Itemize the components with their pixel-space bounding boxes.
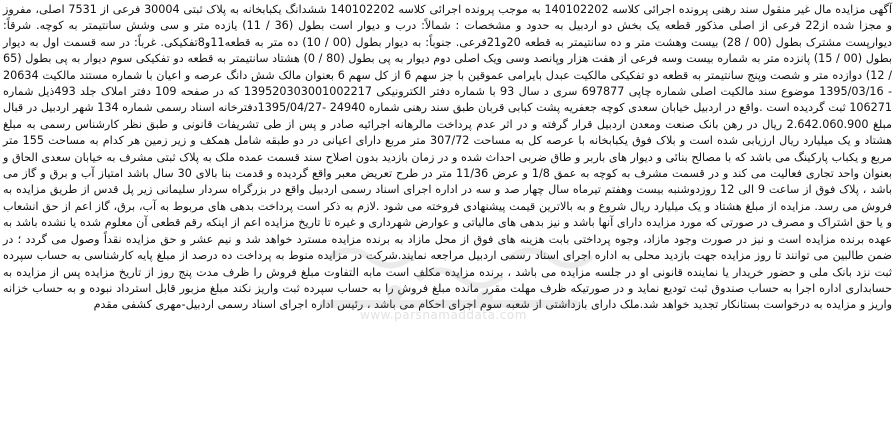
watermark-url: www.parsnamaddata.com	[360, 308, 527, 322]
auction-notice-text: آگهی مزایده مال غیر منقول سند رهنی پرونده اجرائی کلاسه 140102202 به موجب پرونده اجرائی کلاسه 140102202 ششدانگ یکبابخانه به پلاک ثبتی 30004 فرعی از 7531 اصلی، مفروز و مجزا شده از22 فرعی از اصلی مذکور قطعه یک بخش دو اردبیل به حدود و مشخصات : شمالاً: درب و دیوار است بطول (36 / 11) یازده متر و سی وشش سانتیمتر به کوچه. شرقاً: دیوارپست مشترک بطول (00 / 28) بیست وهشت متر و ده سانتیمتر به قطعه 20و21فرعی. جنوباً: به دیوار بطول (00 / 10) ده متر به قطعه11و8تفکیکی. غرباً: در سه قسمت اول به دیوار بطول (00 / 15) پانزده متر به شماره بیست وسه فرعی از هفت هزار وپانصد وسی ویک اصلی دوم دیوار به پی بطول (80 / 0) هشتاد سانتیمتر به قطعه دو تفکیکی سوم دیوار به پی بطول (65 / 12) دوازده متر و شصت وپنج سانتیمتر به قطعه دو تفکیکی مالکیت عبدل بایرامی عموقین با جز سهم 6 از کل سهم 6 بعنوان مالک شش دانگ عرصه و اعیان با شماره مستند مالکیت 20634 - 1395/03/16 موضوع سند مالکیت اصلی شماره چاپی 697877 سری د سال 93 با شماره دفتر الکترونیکی 139520303001002217 که در صفحه 109 دفتر املاک جلد 493ذیل شماره 106271 ثبت گردیده است .واقع در اردبیل خیابان سعدی کوچه جعفریه پشت کبابی قربان طبق سند رهنی شماره 24940 -1395/04/27دفترخانه اسناد رسمی شماره 134 شهر اردبیل در قبال مبلغ 2.642.060.900 ریال در رهن بانک صنعت ومعدن اردبیل قرار گرفته و در اثر عدم پرداخت مالرهانه اجرائیه صادر و پس از طی تشریفات قانونی و طبق نظر کارشناس رسمی به مبلغ هشتاد و یک میلیارد ریال ارزیابی شده است و بلاک فوق یکبابخانه با عرصه کل به مساحت 307/72 متر مربع دارای اعیانی در دو طبقه شامل همکف و زیر زمین هر کدام به مساحت 155 متر مربع و یکباب پارکینگ می باشد که با مصالح بنائی و دیوار های باربر و طاق ضربی احداث شده و در زمان بازدید بدون اصلاح سند قسمت عمده ملک به پلاک ثبتی مشرف به خیابان سعدی الحاق و بعنوان واحد تجاری فعالیت می کند و در قسمت مشرف به کوچه به عمق 1/8 و عرض 11/36 متر در طرح تعریض معبر واقع گردیده و قدمت بنا بالای 30 سال باشد امتیاز آب و برق و گاز می باشد ، پلاک فوق از ساعت 9 الی 12 روزدوشنبه بیست وهفتم تیرماه سال چهار صد و سه در اداره اجرای اسناد رسمی اردبیل واقع در بزرگراه سردار سلیمانی زیر پل قدس از طریق مزایده به فروش می رسد. مزایده از مبلغ هشتاد و یک میلیارد ریال شروع و به بالاترین قیمت پیشنهادی فروخته می شود .لازم به ذکر است پرداخت بدهی های مربوط به آب، برق، گاز اعم از حق انشعاب و یا حق اشتراک و مصرف در صورتی که مورد مزایده دارای آنها باشد و نیز بدهی های مالیاتی و عوارض شهرداری و غیره تا تاریخ مزایده اعم از اینکه رقم قطعی آن معلوم شده یا نشده باشد به عهده برنده مزایده است و نیز در صورت وجود مازاد، وجوه پرداختی بابت هزینه های فوق از محل مازاد به برنده مزایده مسترد خواهد شد و نیم عشر و حق مزایده نقداً وصول می گردد ؛ در ضمن طالبین می توانند تا روز مزایده جهت بازدید محلی به اداره اجرای اسناد رسمی اردبیل مراجعه نمایند.شرکت در مزایده منوط به پرداخت ده درصد از مبلغ پایه کارشناسی به حساب سپرده ثبت نزد بانک ملی و حضور خریدار یا نماینده قانونی او در جلسه مزایده می باشد ، برنده مزایده مکلف است مابه التفاوت مبلغ فروش را ظرف مدت پنج روز از تاریخ مزایده پس از مزایده به حسابداری اداره اجرا به حساب صندوق ثبت تودیع نماید و در صورتیکه ظرف مهلت مقرر مانده مبلغ فروش را به حساب سپرده ثبت واریز نکند مبلغ مزبور قابل استرداد نبوده و به حساب خزانه واریز و مزایده به درخواست بستانکار تجدید خواهد شد.ملک دارای بازداشتی از شعبه سوم اجرای احکام می باشد ، رئیس اداره اجرای اسناد رسمی اردبیل-مهری کشفی مقدم	[3, 3, 893, 312]
